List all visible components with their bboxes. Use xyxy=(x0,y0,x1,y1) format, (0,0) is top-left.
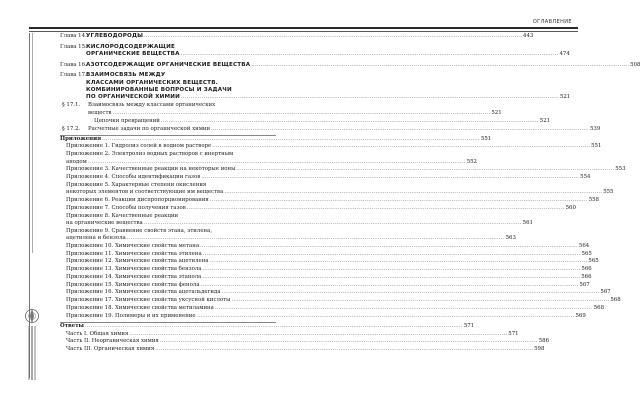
toc-entry-title: Приложение 16. Химические свойства ацетальдегида xyxy=(66,289,221,296)
toc-entry[interactable] xyxy=(60,125,601,133)
toc-entry-title: Приложения xyxy=(60,135,102,142)
toc-entry-title: Приложение 3. Качественные реакции на некоторые ионы xyxy=(66,166,236,173)
toc-page-number: 568 xyxy=(593,304,605,311)
dot-leader: ........................................................................................................................................................................................................ xyxy=(155,346,534,352)
dot-leader: ........................................................................................................................................................................................................ xyxy=(221,289,600,296)
toc-entry-title: КИСЛОРОДСОДЕРЖАЩИЕ xyxy=(86,43,176,50)
toc-entry-title: Приложение 7. Способы получения газов xyxy=(66,204,186,211)
toc-page-number: 474 xyxy=(559,50,570,57)
toc-entry[interactable] xyxy=(60,242,590,250)
toc-chapter-entry[interactable] xyxy=(60,72,571,102)
toc-entry[interactable] xyxy=(60,197,599,204)
toc-entry[interactable] xyxy=(60,289,611,296)
crest-icon xyxy=(23,300,41,380)
dot-leader: ........................................................................................................................................................................................................ xyxy=(112,109,491,116)
toc-chapter-entry[interactable] xyxy=(60,61,640,69)
toc-entry[interactable] xyxy=(60,281,590,289)
toc-page-number: 521 xyxy=(491,109,502,116)
toc-entry[interactable] xyxy=(60,312,586,320)
dot-leader: ........................................................................................................................................................................................................ xyxy=(143,219,522,226)
toc-entry[interactable] xyxy=(60,117,551,125)
dot-leader: ........................................................................................................................................................................................................ xyxy=(231,297,610,304)
dot-leader: ........................................................................................................................................................................................................ xyxy=(129,330,508,337)
toc-entry-title: Приложение 19. Полимеры и их применение xyxy=(66,312,196,319)
toc-entry-title: Приложение 5. Характерные степени окисления xyxy=(66,181,207,188)
toc-entry-title: ОРГАНИЧЕСКИЕ ВЕЩЕСТВА xyxy=(86,50,180,57)
toc-page-number: 563 xyxy=(505,235,516,242)
dot-leader: ........................................................................................................................................................................................................ xyxy=(211,125,589,132)
dot-leader: ........................................................................................................................................................................................................ xyxy=(159,338,538,345)
toc-entry[interactable] xyxy=(60,250,592,258)
toc-entry-number: § 17.2. xyxy=(62,125,81,132)
dot-leader: ........................................................................................................................................................................................................ xyxy=(201,174,580,181)
toc-entry-title: Приложение 2. Электролиз водных растворов с инертным xyxy=(66,151,234,158)
toc-entry[interactable] xyxy=(60,266,592,273)
toc-page-number: 558 xyxy=(588,197,599,203)
toc-page-number: 586 xyxy=(538,338,549,345)
toc-page-number: 555 xyxy=(603,189,614,196)
toc-page-number: 571 xyxy=(463,322,475,329)
toc-page-number: 521 xyxy=(539,117,551,124)
header-rule xyxy=(29,27,578,29)
toc-entry-title: Цепочки превращений xyxy=(94,117,160,124)
toc-entry-number: Глава 16. xyxy=(60,61,87,68)
toc-entry-title: Часть I. Общая химия xyxy=(66,330,129,337)
toc-entry-title: Взаимосвязь между классами органических xyxy=(88,102,216,109)
dot-leader: ........................................................................................................................................................................................................ xyxy=(202,250,581,257)
toc-entry[interactable] xyxy=(60,346,545,353)
toc-entry-title: ВЗАИМОСВЯЗЬ МЕЖДУ xyxy=(86,72,166,79)
toc-page-number: 508 xyxy=(630,61,640,68)
toc-entry-title: Ответы xyxy=(60,322,84,329)
toc-page-number: 564 xyxy=(578,242,590,249)
dot-leader: ........................................................................................................................................................................................................ xyxy=(200,281,579,288)
dot-leader: ........................................................................................................................................................................................................ xyxy=(87,158,466,165)
dot-leader: ........................................................................................................................................................................................................ xyxy=(202,273,581,280)
toc-page-number: 566 xyxy=(581,273,592,280)
dot-leader: ........................................................................................................................................................................................................ xyxy=(186,204,565,211)
dot-leader: ........................................................................................................................................................................................................ xyxy=(212,143,591,150)
toc-entry[interactable] xyxy=(60,151,477,166)
toc-entry-title: на органические вещества xyxy=(66,219,143,226)
dot-leader: ........................................................................................................................................................................................................ xyxy=(209,197,588,203)
toc-page-number: 567 xyxy=(600,289,611,296)
toc-entry-title: Приложение 13. Химические свойства бензола xyxy=(66,266,202,273)
toc-page-number: 443 xyxy=(523,33,534,39)
toc-page-number: 598 xyxy=(534,346,545,352)
toc-entry[interactable] xyxy=(60,204,576,212)
toc-entry[interactable] xyxy=(60,258,599,265)
toc-entry-title: Приложение 6. Реакции диспропорционирования xyxy=(66,197,209,203)
toc-entry-title: Приложение 10. Химические свойства метана xyxy=(66,242,200,249)
toc-entry-number: Глава 14. xyxy=(60,33,87,39)
toc-chapter-entry[interactable] xyxy=(60,43,570,59)
dot-leader: ........................................................................................................................................................................................................ xyxy=(102,135,480,142)
toc-entry-number: § 17.1. xyxy=(62,102,81,109)
dot-leader: ........................................................................................................................................................................................................ xyxy=(84,322,463,329)
toc-entry-title: Приложение 4. Способы идентификации газов xyxy=(66,174,201,181)
toc-page-number: 565 xyxy=(581,250,592,257)
toc-entry-title: ацетилена и бензола xyxy=(66,235,126,242)
toc-page-number: 552 xyxy=(466,158,477,165)
dot-leader: ........................................................................................................................................................................................................ xyxy=(251,61,630,68)
dot-leader: ........................................................................................................................................................................................................ xyxy=(181,94,559,101)
toc-chapter-entry[interactable] xyxy=(60,33,534,40)
dot-leader: ........................................................................................................................................................................................................ xyxy=(236,166,615,173)
toc-entry-title: Приложение 12. Химические свойства ацетилена xyxy=(66,258,209,265)
toc-page-number: 554 xyxy=(580,174,591,181)
toc-entry-title: Приложение 9. Сравнение свойств этана, этилена, xyxy=(66,227,213,234)
toc-entry[interactable] xyxy=(60,102,502,117)
running-header: ОГЛАВЛЕНИЕ xyxy=(532,19,572,25)
toc-entry-title: Приложение 17. Химические свойства уксусной кислоты xyxy=(66,297,231,304)
dot-leader: ........................................................................................................................................................................................................ xyxy=(214,304,593,311)
toc-entry[interactable] xyxy=(60,166,626,173)
toc-entry-title: ПО ОРГАНИЧЕСКОЙ ХИМИИ xyxy=(86,94,181,101)
margin-rule-secondary xyxy=(32,33,33,253)
toc-entry-title: КЛАССАМИ ОРГАНИЧЕСКИХ ВЕЩЕСТВ. xyxy=(86,79,218,86)
toc-page-number: 551 xyxy=(591,143,602,150)
dot-leader: ........................................................................................................................................................................................................ xyxy=(144,33,523,39)
toc-entry[interactable] xyxy=(60,338,549,345)
dot-leader: ........................................................................................................................................................................................................ xyxy=(224,189,603,196)
toc-entry[interactable] xyxy=(60,174,591,181)
toc-entry-title: Приложение 11. Химические свойства этилена xyxy=(66,250,202,257)
toc-page-number: 560 xyxy=(565,204,576,211)
toc-entry-title: Приложение 8. Качественные реакции xyxy=(66,212,179,219)
toc-page-number: 551 xyxy=(480,135,492,142)
toc-entry-title: Часть II. Неорганическая химия xyxy=(66,338,159,345)
dot-leader: ........................................................................................................................................................................................................ xyxy=(180,50,559,57)
toc-entry[interactable] xyxy=(60,143,602,150)
toc-page-number: 561 xyxy=(522,219,533,226)
toc-entry-title: Расчетные задачи по органической химии xyxy=(88,125,211,132)
toc-page-number: 566 xyxy=(581,266,592,273)
toc-entry-number: Глава 15. xyxy=(60,43,87,50)
toc-entry-title: Приложение 1. Гидролиз солей в водном растворе xyxy=(66,143,212,150)
toc-entry-title: Приложение 18. Химические свойства метиламина xyxy=(66,304,214,311)
toc-entry[interactable] xyxy=(60,227,516,243)
toc-page-number: 569 xyxy=(575,312,586,319)
toc-entry-title: Приложение 14. Химические свойства этанола xyxy=(66,273,202,280)
toc-entry-title: веществ xyxy=(88,109,112,116)
dot-leader: ........................................................................................................................................................................................................ xyxy=(126,235,505,242)
dot-leader: ........................................................................................................................................................................................................ xyxy=(202,266,581,273)
toc-entry-title: некоторых элементов и соответствующие им вещества xyxy=(66,189,224,196)
toc-page-number: 539 xyxy=(590,125,601,132)
toc-entry[interactable] xyxy=(60,304,605,312)
toc-entry-title: УГЛЕВОДОРОДЫ xyxy=(86,33,144,39)
toc-entry[interactable] xyxy=(60,181,614,197)
toc-entry-title: Приложение 15. Химические свойства фенола xyxy=(66,281,200,288)
toc-entry-title: АЗОТСОДЕРЖАЩИЕ ОРГАНИЧЕСКИЕ ВЕЩЕСТВА xyxy=(86,61,251,68)
toc-entry-title: КОМБИНИРОВАННЫЕ ВОПРОСЫ И ЗАДАЧИ xyxy=(86,86,232,93)
toc-entry[interactable] xyxy=(60,297,621,304)
toc-page-number: 571 xyxy=(508,330,519,337)
toc-entry[interactable] xyxy=(60,212,533,228)
toc-entry-number: Глава 17. xyxy=(60,72,87,79)
dot-leader: ........................................................................................................................................................................................................ xyxy=(196,312,575,319)
toc-part-heading[interactable] xyxy=(60,135,492,143)
header-rule-thin xyxy=(29,31,578,32)
toc-page-number: 553 xyxy=(615,166,626,173)
toc-page-number: 567 xyxy=(579,281,590,288)
toc-entry-title: Часть III. Органическая химия xyxy=(66,346,155,352)
dot-leader: ........................................................................................................................................................................................................ xyxy=(209,258,588,265)
toc-part-heading[interactable] xyxy=(60,322,475,330)
toc-entry-title: анодом xyxy=(66,158,87,165)
toc-page-number: 568 xyxy=(610,297,621,304)
dot-leader: ........................................................................................................................................................................................................ xyxy=(160,117,539,124)
dot-leader: ........................................................................................................................................................................................................ xyxy=(200,242,578,249)
toc-page-number: 565 xyxy=(588,258,599,265)
toc-entry[interactable] xyxy=(60,273,592,281)
toc-page-number: 521 xyxy=(559,94,571,101)
toc-entry[interactable] xyxy=(60,330,519,338)
